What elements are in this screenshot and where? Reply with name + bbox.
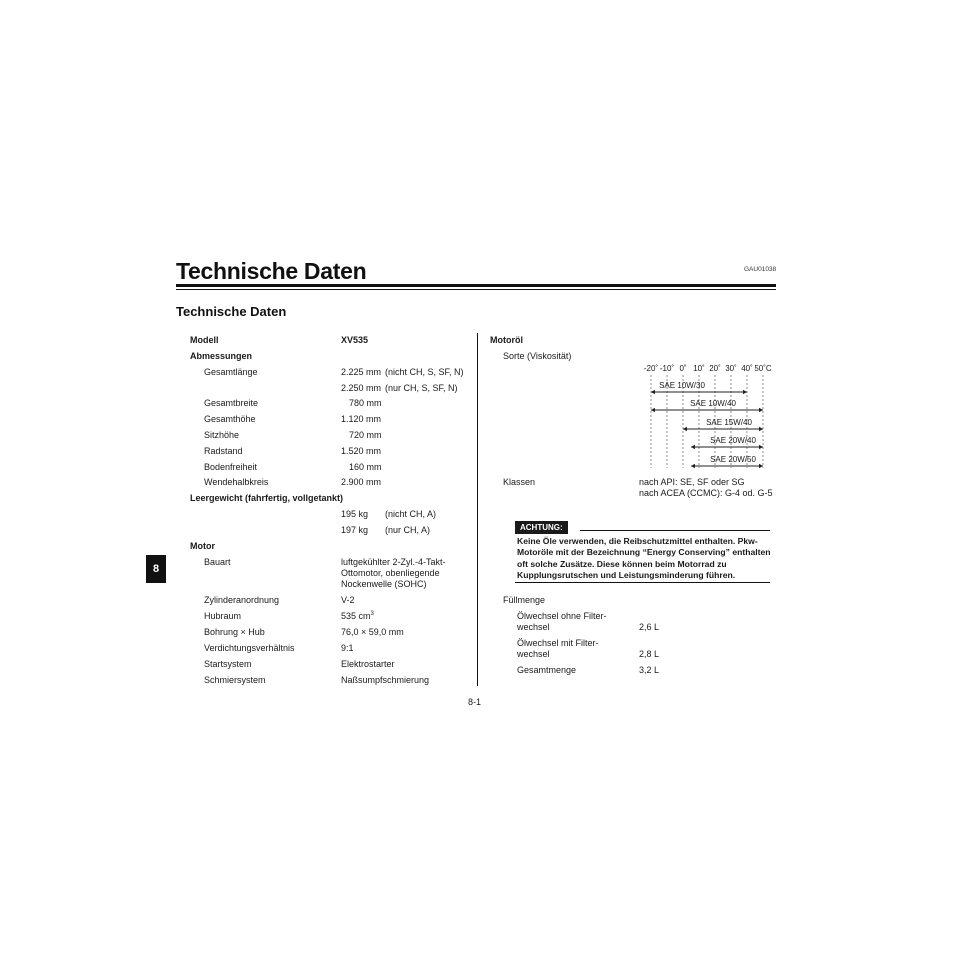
starter-label: Startsystem <box>204 659 252 669</box>
tick-label: 0˚ <box>679 364 687 373</box>
compression-label: Verdichtungsverhältnis <box>204 643 295 653</box>
displacement-label: Hubraum <box>204 611 242 621</box>
weight-heading: Leergewicht (fahrfertig, vollgetankt) <box>190 493 344 503</box>
fill-quantity-label: Füllmenge <box>503 595 546 605</box>
width-label: Gesamtbreite <box>204 398 259 408</box>
engine-oil-heading: Motoröl <box>490 335 523 345</box>
length-note-2: (nur CH, S, SF, N) <box>385 383 458 393</box>
length-note-1: (nicht CH, S, SF, N) <box>385 367 464 377</box>
arrow-right-icon <box>759 427 763 431</box>
height-label: Gesamthöhe <box>204 414 256 424</box>
compression-value: 9:1 <box>341 643 354 653</box>
bore-stroke-label: Bohrung × Hub <box>204 627 265 637</box>
length-value-2: 2.250 mm <box>341 383 382 393</box>
tick-label: 20˚ <box>709 364 721 373</box>
series-label: SAE 10W/30 <box>659 381 705 390</box>
displacement-number: 535 cm <box>341 611 371 621</box>
tick-label: -10˚ <box>659 364 675 373</box>
engine-heading: Motor <box>190 541 215 551</box>
total-quantity-value: 3,2 L <box>639 665 660 675</box>
no-filter-value: 2,6 L <box>639 622 660 632</box>
warning-bottom-rule <box>515 582 770 583</box>
arrow-left-icon <box>691 445 695 449</box>
no-filter-label-2: wechsel <box>517 622 550 632</box>
model-label: Modell <box>190 335 219 345</box>
length-label: Gesamtlänge <box>204 367 258 377</box>
series-label: SAE 10W/40 <box>690 399 736 408</box>
column-divider <box>477 333 478 686</box>
oil-grade-label: Sorte (Viskosität) <box>503 351 572 361</box>
arrow-right-icon <box>759 445 763 449</box>
series-label: SAE 15W/40 <box>706 418 752 427</box>
wheelbase-value: 1.520 mm <box>341 446 382 456</box>
starter-value: Elektrostarter <box>341 659 395 669</box>
series-label: SAE 20W/40 <box>710 436 756 445</box>
no-filter-label-1: Ölwechsel ohne Filter- <box>517 611 607 621</box>
title-rule-thick <box>176 284 776 287</box>
seat-height-value: 720 mm <box>349 430 382 440</box>
width-value: 780 mm <box>349 398 382 408</box>
arrow-left-icon <box>691 464 695 468</box>
arrow-left-icon <box>651 408 655 412</box>
weight-value-2: 197 kg <box>341 525 369 535</box>
tick-label: 10˚ <box>693 364 705 373</box>
turning-radius-value: 2.900 mm <box>341 477 382 487</box>
warning-top-rule <box>580 530 770 531</box>
tick-label: 30˚ <box>725 364 737 373</box>
arrow-left-icon <box>683 427 687 431</box>
tick-label: -20˚ <box>643 364 659 373</box>
document-code: GAU01038 <box>744 266 777 273</box>
oil-classes-line-2: nach ACEA (CCMC): G-4 od. G-5 <box>639 488 773 498</box>
weight-value-1: 195 kg <box>341 509 369 519</box>
warning-label: ACHTUNG: <box>515 521 568 534</box>
with-filter-label-1: Ölwechsel mit Filter- <box>517 638 599 648</box>
section-title: Technische Daten <box>176 304 287 319</box>
with-filter-label-2: wechsel <box>517 649 550 659</box>
displacement-superscript: 3 <box>370 611 374 617</box>
title-rule-thin <box>176 289 776 290</box>
engine-type-line-2: Ottomotor, obenliegende <box>341 568 440 578</box>
lubrication-label: Schmiersystem <box>204 675 266 685</box>
total-quantity-label: Gesamtmenge <box>517 665 577 675</box>
warning-text: Keine Öle verwenden, die Reibschutzmittel enthalten. Pkw-Motoröle mit der Bezeichnung “Energy Conserving” enthalten oft solche Zusätze. Diese können beim Motorrad zu Kupplungsrutschen und Leistungsminderung führen. <box>517 536 771 580</box>
dimensions-heading: Abmessungen <box>190 351 253 361</box>
oil-classes-label: Klassen <box>503 477 536 487</box>
engine-type-label: Bauart <box>204 557 231 567</box>
turning-radius-label: Wendehalbkreis <box>204 477 269 487</box>
engine-type-line-3: Nockenwelle (SOHC) <box>341 579 427 589</box>
ground-clearance-label: Bodenfreiheit <box>204 462 258 472</box>
ground-clearance-value: 160 mm <box>349 462 382 472</box>
arrow-right-icon <box>759 464 763 468</box>
chapter-tab: 8 <box>146 555 166 583</box>
oil-classes-line-1: nach API: SE, SF oder SG <box>639 477 745 487</box>
weight-note-2: (nur CH, A) <box>385 525 431 535</box>
cylinder-value: V-2 <box>341 595 355 605</box>
height-value: 1.120 mm <box>341 414 382 424</box>
seat-height-label: Sitzhöhe <box>204 430 240 440</box>
wheelbase-label: Radstand <box>204 446 243 456</box>
bore-stroke-value: 76,0 × 59,0 mm <box>341 627 404 637</box>
tick-label: 50˚C <box>754 364 772 373</box>
displacement-value <box>341 611 374 622</box>
model-value: XV535 <box>341 335 369 345</box>
arrow-right-icon <box>743 390 747 394</box>
arrow-right-icon <box>759 408 763 412</box>
page-number: 8-1 <box>468 697 482 707</box>
tick-label: 40˚ <box>741 364 753 373</box>
arrow-left-icon <box>651 390 655 394</box>
engine-type-line-1: luftgekühlter 2-Zyl.-4-Takt- <box>341 557 446 567</box>
cylinder-label: Zylinderanordnung <box>204 595 280 605</box>
weight-note-1: (nicht CH, A) <box>385 509 437 519</box>
with-filter-value: 2,8 L <box>639 649 660 659</box>
series-label: SAE 20W/50 <box>710 455 756 464</box>
lubrication-value: Naßsumpfschmierung <box>341 675 430 685</box>
length-value-1: 2.225 mm <box>341 367 382 377</box>
viscosity-chart <box>636 362 776 472</box>
page-title: Technische Daten <box>176 258 367 284</box>
